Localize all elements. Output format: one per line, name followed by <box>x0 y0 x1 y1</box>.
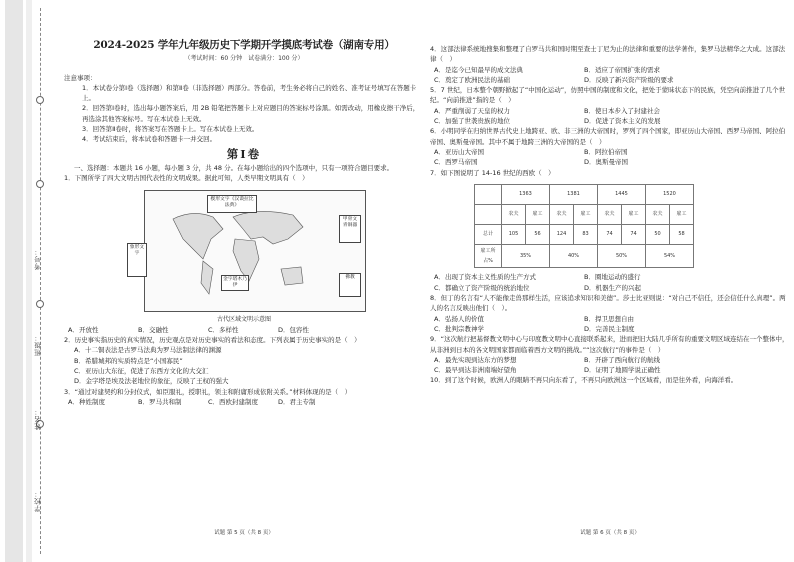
binding-margin <box>0 0 60 562</box>
page-footer: 试题 第 6 页（共 8 页） <box>580 529 640 536</box>
option: C．批判宗教神学 <box>434 324 485 333</box>
binding-hole <box>36 180 44 188</box>
ancient-civilizations-map <box>129 190 366 312</box>
option: A．开放性 <box>68 325 99 334</box>
map-caption: 古代区域文明示意图 <box>216 315 271 323</box>
option: B．适应了帝国扩张的需求 <box>584 65 660 74</box>
table-cell: 124 <box>550 224 574 244</box>
option: B．使日本步入了封建社会 <box>584 106 660 115</box>
table-header: 雇工 <box>670 204 694 224</box>
option: B．阿拉伯帝国 <box>584 147 628 156</box>
school-field: 学校： <box>34 489 42 512</box>
binding-strip <box>5 0 23 562</box>
option: C．都确立了资产阶级的统治地位 <box>434 283 530 292</box>
table-row-label: 总计 <box>475 224 502 244</box>
note-item: 2．回答第Ⅰ卷时，选出每小题答案后，用 2B 铅笔把答题卡上对应题目的答案标号涂黑。如需改动，用橡皮擦干净后，再选涂其他答案标号。写在本试卷上无效。 <box>82 104 420 123</box>
table-cell: 54% <box>646 244 694 268</box>
table-header: 雇工 <box>526 204 550 224</box>
table-header: 农夫 <box>646 204 670 224</box>
class-field: 班级： <box>34 333 42 356</box>
note-item: 4．考试结束后，将本试卷和答题卡一并交回。 <box>82 135 217 144</box>
name-field: 姓名： <box>34 407 42 430</box>
question-stem: 6．小明同学在归纳世界古代史上地跨亚、欧、非三洲的大帝国时，罗列了四个国家，即亚历山大帝国、西罗马帝国、阿拉伯帝国、奥斯曼帝国。其中不属于地跨三洲的大帝国的是（ ） <box>430 127 786 146</box>
table-header: 农夫 <box>550 204 574 224</box>
section-intro: 一、选择题：本题共 16 小题，每小题 3 分，共 48 分。在每小题给出的四个选项中，只有一项符合题目要求。 <box>74 163 394 172</box>
option: C．西欧封建制度 <box>208 397 259 406</box>
option: B．罗马共和制 <box>138 397 182 406</box>
table-year: 1520 <box>646 184 694 204</box>
table-row-label: 雇工所占% <box>475 244 502 268</box>
option: A．最先实现到达东方的梦想 <box>434 355 517 364</box>
table-cell: 74 <box>622 224 646 244</box>
table-cell: 40% <box>550 244 598 268</box>
map-label-box: 楔形文字《汉谟拉比法典》 <box>207 195 257 213</box>
binding-hole <box>36 96 44 104</box>
exam-title: 2024-2025 学年九年级历史下学期开学摸底考试卷（湖南专用） <box>93 39 395 51</box>
table-cell <box>475 204 502 224</box>
table-header: 农夫 <box>502 204 526 224</box>
table-cell <box>475 184 502 204</box>
note-item: 1．本试卷分第Ⅰ卷（选择题）和第Ⅱ卷（非选择题）两部分。答卷前，考生务必将自己的姓名、准考证号填写在答题卡上。 <box>82 83 417 103</box>
option: A．亚历山大帝国 <box>434 147 484 156</box>
option: D．完善民主制度 <box>584 324 635 333</box>
question-stem: 1．下图所学了四大文明古国代表性的文明成果。据此可知，人类早期文明具有（ ） <box>64 174 309 183</box>
notes-heading: 注意事项： <box>64 73 97 82</box>
option: D．反映了新兴资产阶级的要求 <box>584 75 674 84</box>
table-header: 雇工 <box>574 204 598 224</box>
option: B．圈地运动的盛行 <box>584 273 641 282</box>
question-stem: 2．历史事实指历史的真实情况，历史观点是对历史事实的看法和态度。下列表属于历史事实的是（ ） <box>64 336 361 345</box>
volume-heading: 第Ⅰ卷 <box>226 146 262 161</box>
option: A．出现了资本主义性质的生产方式 <box>434 273 536 282</box>
table-year: 1381 <box>550 184 598 204</box>
table-cell: 50% <box>598 244 646 268</box>
option: B．捍卫思想自由 <box>584 314 634 323</box>
table-cell: 74 <box>598 224 622 244</box>
table-cell: 83 <box>574 224 598 244</box>
table-year: 1363 <box>502 184 550 204</box>
table-header: 雇工 <box>622 204 646 224</box>
question-stem: 3．“通过对建契约和分封仪式，如臣服礼，授职礼，领主和附庸形成依附关系。”材料体现的是（ ） <box>64 387 352 396</box>
table-year: 1445 <box>598 184 646 204</box>
note-item: 3．回答第Ⅱ卷时，将答案写在答题卡上。写在本试卷上无效。 <box>82 125 259 134</box>
data-table <box>474 184 694 269</box>
page-right <box>430 0 790 562</box>
option: C．亚历山大东征，促进了东西方文化的大交汇 <box>74 367 209 376</box>
table-cell: 50 <box>646 224 670 244</box>
option: A．弘扬人的价值 <box>434 314 484 323</box>
option: D．奥斯曼帝国 <box>584 158 629 167</box>
option: C．最早到达非洲南端好望角 <box>434 366 517 375</box>
option: D．君主专制 <box>278 397 316 406</box>
page-left <box>64 0 424 562</box>
question-stem: 10．到了这个时候，欧洲人的眼睛不再只向东看了，不再只向欧洲这一个区域看，而是往外看，向海洋看。 <box>430 376 738 385</box>
option: D．金字塔是埃及法老地位的象征，反映了王权的强大 <box>74 377 229 386</box>
question-stem: 8．但丁的名言有“人不能像走兽那样生活，应该追求知识和美德”。莎士比亚则说：“对自己不信任，还会信任什么真理”。两人的名言反映出他们（ ）。 <box>430 294 786 313</box>
page-footer: 试题 第 5 页（共 8 页） <box>214 529 274 536</box>
table-cell: 35% <box>502 244 550 268</box>
question-stem: 7．如下图说明了 14-16 世纪的西欧（ ） <box>430 168 555 177</box>
exam-number-field: 考号： <box>34 247 42 270</box>
table-cell: 56 <box>526 224 550 244</box>
map-label-box: 甲骨文青铜器 <box>339 215 361 243</box>
map-label-box: 象形文字 <box>127 243 147 277</box>
table-cell: 105 <box>502 224 526 244</box>
option: A．种姓制度 <box>68 397 105 406</box>
option: A．严重削弱了天皇的权力 <box>434 106 510 115</box>
exam-subtitle: （考试时间：60 分钟 试卷满分：100 分） <box>184 55 304 63</box>
option: D．促进了资本主义的发展 <box>584 117 661 126</box>
binding-strip-inner <box>26 0 32 562</box>
option: D．机器生产的兴起 <box>584 283 642 292</box>
option: C．奠定了欧洲民法的基础 <box>434 75 511 84</box>
option: A．十二铜表法是古罗马法典为罗马法制法律的渊源 <box>74 346 222 355</box>
option: D．包容性 <box>278 325 310 334</box>
option: D．证明了地圆学说正确性 <box>584 366 661 375</box>
map-label-box: 佛教 <box>339 273 361 297</box>
map-label-box: 金字塔木乃伊 <box>221 275 249 291</box>
option: C．西罗马帝国 <box>434 158 478 167</box>
option: C．多样性 <box>208 325 239 334</box>
option: B．开辟了西向航行的航线 <box>584 355 660 364</box>
option: B．希腊城邦的实质特点是“小国寡民” <box>74 356 183 365</box>
table-header: 农夫 <box>598 204 622 224</box>
question-stem: 9．“这次航行把基督教文明中心与印度教文明中心直接联系起来，进而把旧大陆几乎所有的重要文明区域连结在一个整体中，从非洲到日本的各文明国家都面临着西方文明的挑战。”“这次航行”的事件是（ ） <box>430 335 789 354</box>
option: B．交融性 <box>138 325 169 334</box>
option: A．是迄今已知最早的成文法典 <box>434 65 523 74</box>
option: C．加强了世袭贵族的地位 <box>434 117 511 126</box>
table-cell: 58 <box>670 224 694 244</box>
question-stem: 4．这部法律系统地搜集和整理了自罗马共和国时期至查士丁尼为止的法律和重要的法学著作，集罗马法精华之大成。这部法律（ ） <box>430 45 786 64</box>
question-stem: 5．7 世纪，日本整个朝野掀起了“中国化运动”，仿照中国的制度和文化，把处于蒙昧状态下的民族，凭空向前推进了几个世纪。“向前推进”指的是（ ） <box>430 86 786 105</box>
